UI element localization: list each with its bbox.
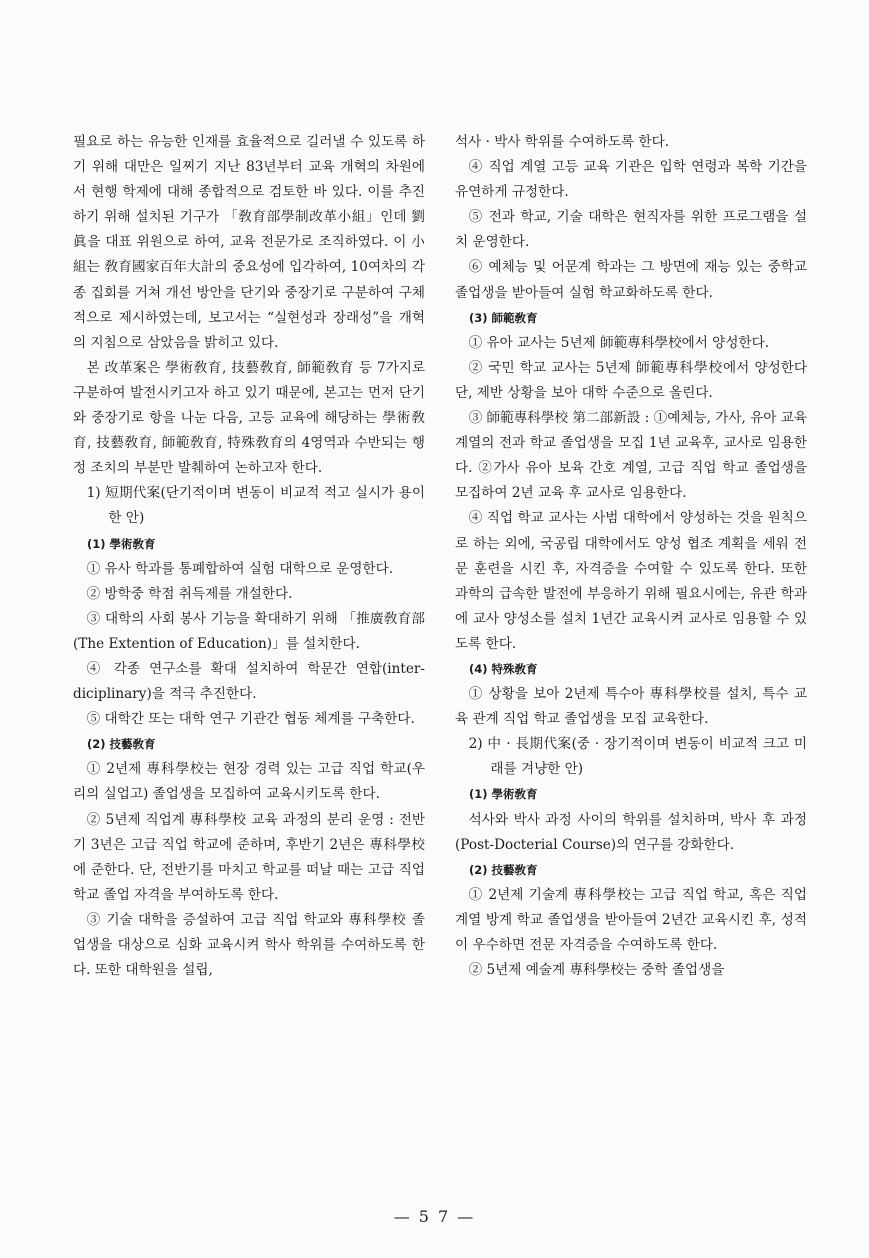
list-item: ③ 師範專科學校 第二部新設 : ①예체능, 가사, 유아 교육 계열의 전과 학교 졸업생을 모집 1년 교육후, 교사로 임용한다. ②가사 유아 보육 간호 계열, 고급 직업 학교 졸업생을 모집하여 2년 교육 후 교사로 임용한다. xyxy=(455,410,807,502)
right-column xyxy=(455,130,807,983)
list-item: ① 2년제 기술계 專科學校는 고급 직업 학교, 혹은 직업 계열 방계 학교 졸업생을 받아들여 2년간 교육시킨 후, 성적이 우수하면 전문 자격증을 수여하도록 한다. xyxy=(455,886,807,953)
subsection-heading: (2) 技藝敎育 xyxy=(87,737,156,752)
list-item: ④ 직업 계열 고등 교육 기관은 입학 연령과 복학 기간을 유연하게 규정한다. xyxy=(455,159,807,201)
list-item: ② 5년제 예술계 專科學校는 중학 졸업생을 xyxy=(468,962,725,979)
page-number: — 5 7 — xyxy=(393,1207,476,1226)
subsection-heading: (2) 技藝敎育 xyxy=(469,862,538,877)
list-item: ① 2년제 專科學校는 현장 경력 있는 고급 직업 학교(우리의 실업고) 졸업생을 모집하여 교육시키도록 한다. xyxy=(73,761,425,803)
list-item: ① 유아 교사는 5년제 師範專科學校에서 양성한다. xyxy=(468,334,770,351)
subsection-heading: (4) 特殊敎育 xyxy=(469,661,538,676)
section-heading: 2) 中 · 長期代案(중 · 장기적이며 변동이 비교적 크고 미래를 겨냥한 안) xyxy=(468,736,807,778)
subsection-heading: (1) 學術敎育 xyxy=(469,787,538,802)
list-item: ① 유사 학과를 통폐합하여 실험 대학으로 운영한다. xyxy=(86,560,394,577)
paragraph: 석사 · 박사 학위를 수여하도록 한다. xyxy=(455,134,670,150)
paragraph: 필요로 하는 유능한 인재를 효율적으로 길러낼 수 있도록 하기 위해 대만은 일찌기 지난 83년부터 교육 개혁의 차원에서 현행 학제에 대해 종합적으로 검토한 바 있다. 이를 추진하기 위해 설치된 기구가 「敎育部學制改革小組」인데 劉眞을 대표 위원으로 하여, 교육 전문가로 조직하였다. 이 小組는 敎育國家百年大計의 중요성에 입각하여, 10여차의 각종 집회를 거쳐 개선 방안을 단기와 중장기로 구분하여 구체적으로 제시하였는데, 보고서는 “실현성과 장래성”을 개혁의 지침으로 삼았음을 밝히고 있다. xyxy=(73,134,425,351)
list-item: ⑤ 전과 학교, 기술 대학은 현직자를 위한 프로그램을 설치 운영한다. xyxy=(455,209,807,251)
list-item: ③ 대학의 사회 봉사 기능을 확대하기 위해 「推廣敎育部(The Extention of Education)」를 설치한다. xyxy=(73,610,425,652)
section-heading: 1) 短期代案(단기적이며 변동이 비교적 적고 실시가 용이한 안) xyxy=(86,485,425,527)
list-item: ③ 기술 대학을 증설하여 고급 직업 학교와 專科學校 졸업생을 대상으로 심화 교육시켜 학사 학위를 수여하도록 한다. 또한 대학원을 설립, xyxy=(73,911,425,979)
paragraph: 석사와 박사 과정 사이의 학위를 설치하며, 박사 후 과정(Post-Docterial Course)의 연구를 강화한다. xyxy=(455,811,807,853)
list-item: ⑥ 예체능 및 어문계 학과는 그 방면에 재능 있는 중학교 졸업생을 받아들여 실험 학교화하도록 한다. xyxy=(455,259,807,301)
list-item: ② 국민 학교 교사는 5년제 師範專科學校에서 양성한다 단, 제반 상황을 보아 대학 수준으로 올린다. xyxy=(455,359,807,401)
list-item: ④ 직업 학교 교사는 사범 대학에서 양성하는 것을 원칙으로 하는 외에, 국공립 대학에서도 양성 협조 계획을 세워 전문 훈련을 시킨 후, 자격증을 수여할 수 있도록 한다. 또한 과학의 급속한 발전에 부응하기 위해 필요시에는, 유관 학과에 교사 양성소를 설치 1년간 교육시켜 교사로 임용할 수 있도록 한다. xyxy=(455,510,807,652)
list-item: ② 5년제 직업계 專科學校 교육 과정의 분리 운영 : 전반기 3년은 고급 직업 학교에 준하며, 후반기 2년은 專科學校에 준한다. 단, 전반기를 마치고 학교를 떠날 때는 고급 직업 학교 졸업 자격을 부여하도록 한다. xyxy=(73,811,425,903)
left-column xyxy=(73,130,425,983)
list-item: ⑤ 대학간 또는 대학 연구 기관간 협동 체계를 구축한다. xyxy=(86,711,415,728)
subsection-heading: (3) 師範敎育 xyxy=(469,310,538,325)
paragraph: 본 改革案은 學術敎育, 技藝敎育, 師範敎育 등 7가지로 구분하여 발전시키고자 하고 있기 때문에, 본고는 먼저 단기와 중장기로 항을 나눈 다음, 고등 교육에 해당하는 學術敎育, 技藝敎育, 師範敎育, 特殊敎育의 4영역과 수반되는 행정 조치의 부분만 발췌하여 논하고자 한다. xyxy=(73,359,425,477)
list-item: ④ 각종 연구소를 확대 설치하여 학문간 연합(inter-diciplinary)을 적극 추진한다. xyxy=(73,660,425,703)
list-item: ① 상황을 보아 2년제 특수아 專科學校를 설치, 특수 교육 관계 직업 학교 졸업생을 모집 교육한다. xyxy=(455,686,807,728)
list-item: ② 방학중 학점 취득제를 개설한다. xyxy=(86,585,293,602)
subsection-heading: (1) 學術敎育 xyxy=(87,536,156,551)
